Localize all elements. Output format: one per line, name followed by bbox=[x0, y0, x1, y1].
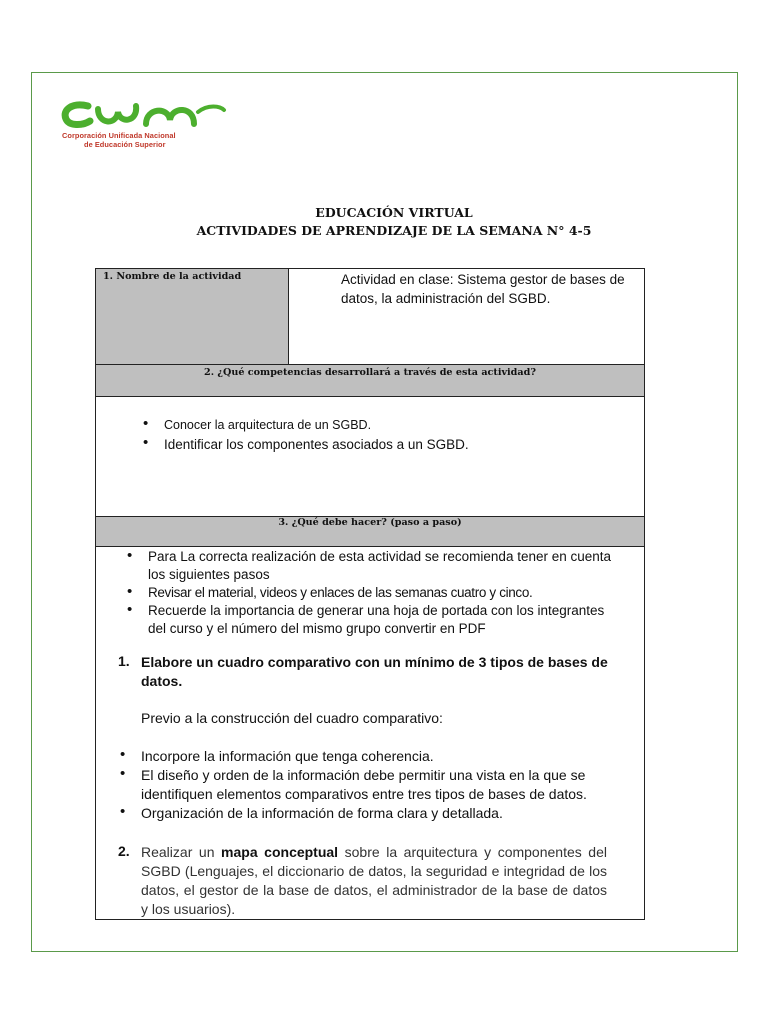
competencies-list bbox=[164, 416, 624, 455]
step-1-bullet: • Organización de la información de forma clara y detallada. bbox=[141, 804, 641, 823]
intro-bullet: • Recuerde la importancia de generar una hoja de portada con los integrantes del curso y el número del mismo grupo convertir en PDF bbox=[148, 602, 623, 638]
title-line-2: ACTIVIDADES DE APRENDIZAJE DE LA SEMANA N° 4-5 bbox=[196, 223, 592, 238]
competency-item: • Identificar los componentes asociados a un SGBD. bbox=[164, 435, 624, 455]
step-1-number: 1. bbox=[118, 653, 130, 669]
step-2-text-before: Realizar un bbox=[141, 844, 222, 860]
step-1-previo: Previo a la construcción del cuadro comparativo: bbox=[141, 710, 443, 726]
logo-line-2: de Educación Superior bbox=[84, 140, 166, 149]
competencies-header-cell bbox=[95, 364, 645, 397]
intro-bullets bbox=[148, 548, 623, 638]
cun-logo-mark bbox=[58, 100, 228, 130]
activity-name-value: Actividad en clase: Sistema gestor de bases de datos, la administración del SGBD. bbox=[341, 272, 625, 306]
competencies-header: 2. ¿Qué competencias desarrollará a través de esta actividad? bbox=[204, 367, 536, 378]
activity-name-label-cell bbox=[95, 268, 289, 365]
steps-header-cell bbox=[95, 516, 645, 547]
activity-name-label: 1. Nombre de la actividad bbox=[103, 271, 242, 282]
step-2-text bbox=[141, 843, 607, 919]
competencies-content-cell bbox=[95, 396, 645, 517]
steps-header: 3. ¿Qué debe hacer? (paso a paso) bbox=[278, 517, 462, 528]
step-1-bullets bbox=[141, 747, 641, 823]
activity-name-value-cell bbox=[288, 268, 645, 365]
step-2-text-bold: mapa conceptual bbox=[221, 844, 339, 860]
intro-bullet: • Para La correcta realización de esta actividad se recomienda tener en cuenta los siguientes pasos bbox=[148, 548, 623, 584]
cun-logo bbox=[58, 100, 238, 152]
step-2-number: 2. bbox=[118, 843, 130, 859]
steps-content-cell bbox=[95, 546, 645, 920]
step-1-bullet: • Incorpore la información que tenga coherencia. bbox=[141, 747, 641, 766]
step-2-text-after: sobre la arquitectura y componentes del SGBD (Lenguajes, el diccionario de datos, la seguridad e integridad de los datos, el gestor de la base de datos, el administrador de la base de datos y los usuarios). bbox=[141, 844, 607, 917]
step-1-bullet: • El diseño y orden de la información debe permitir una vista en la que se identifiquen elementos comparativos entre tres tipos de bases de datos. bbox=[141, 766, 641, 804]
title-line-1: EDUCACIÓN VIRTUAL bbox=[315, 205, 473, 220]
intro-bullet: • Revisar el material, videos y enlaces de las semanas cuatro y cinco. bbox=[148, 584, 623, 602]
competency-item: • Conocer la arquitectura de un SGBD. bbox=[164, 416, 624, 435]
logo-line-1: Corporación Unificada Nacional bbox=[62, 131, 176, 140]
step-1-text: Elabore un cuadro comparativo con un mínimo de 3 tipos de bases de datos. bbox=[141, 654, 608, 689]
